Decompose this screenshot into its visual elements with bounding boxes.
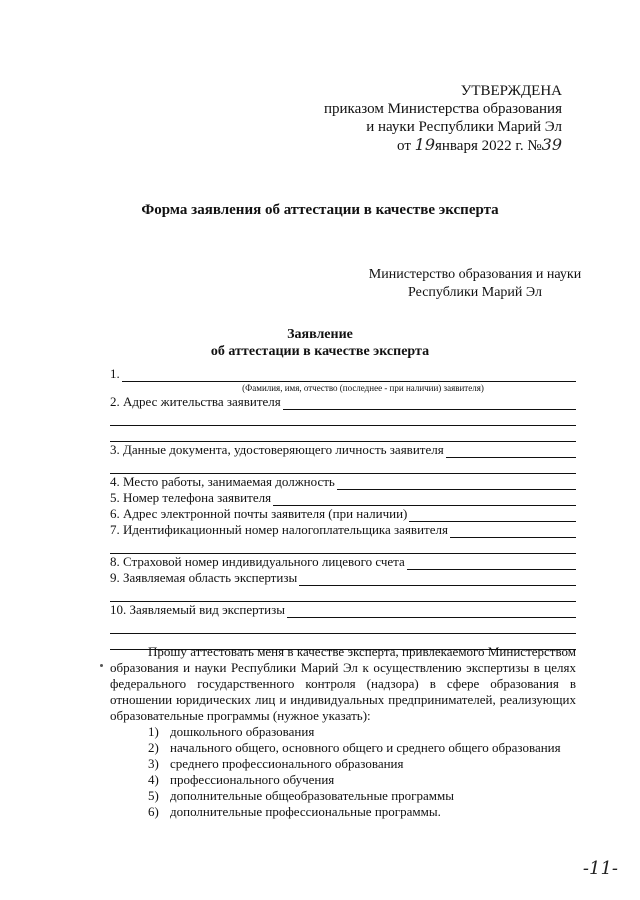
program-option-text: начального общего, основного общего и среднего общего образования xyxy=(170,740,561,755)
program-option-text: дополнительные общеобразовательные программы xyxy=(170,788,454,803)
program-option-number: 6) xyxy=(148,804,159,819)
approval-order-number: 39 xyxy=(541,135,562,154)
approval-date-day: 19 xyxy=(414,135,435,154)
field-inn-extra-line[interactable] xyxy=(110,538,576,554)
field-address-line[interactable] xyxy=(283,397,576,410)
field-inn-line[interactable] xyxy=(450,525,576,538)
program-option-number: 2) xyxy=(148,740,159,755)
program-option-number: 3) xyxy=(148,756,159,771)
recipient-block xyxy=(360,266,590,302)
field-id-document[interactable] xyxy=(110,442,576,458)
program-options-list xyxy=(110,724,576,820)
field-email-line[interactable] xyxy=(409,509,576,522)
field-id-document-extra-line[interactable] xyxy=(110,458,576,474)
field-full-name-label: 1. xyxy=(110,366,120,381)
field-phone-label: 5. Номер телефона заявителя xyxy=(110,490,272,505)
program-option-text: профессионального обучения xyxy=(170,772,335,787)
application-fields xyxy=(110,366,576,650)
page-number: -11- xyxy=(582,858,618,879)
program-option[interactable] xyxy=(148,756,576,772)
program-option-number: 5) xyxy=(148,788,159,803)
request-section xyxy=(110,644,576,820)
recipient-line-2: Республики Марий Эл xyxy=(408,285,542,300)
field-expertise-type-extra-line[interactable] xyxy=(110,618,576,634)
application-title xyxy=(0,326,640,360)
form-title: Форма заявления об аттестации в качестве эксперта xyxy=(141,202,499,218)
field-expertise-area-label: 9. Заявляемая область экспертизы xyxy=(110,570,298,585)
field-address-extra-line[interactable] xyxy=(110,426,576,442)
field-inn[interactable] xyxy=(110,522,576,538)
scan-speck xyxy=(100,664,103,667)
field-id-document-label: 3. Данные документа, удостоверяющего личность заявителя xyxy=(110,442,444,457)
application-title-line-1: Заявление xyxy=(287,327,353,342)
field-snils-label: 8. Страховой номер индивидуального лицевого счета xyxy=(110,554,405,569)
application-title-line-2: об аттестации в качестве эксперта xyxy=(210,344,430,359)
approval-stamp xyxy=(324,82,562,155)
field-expertise-area-extra-line[interactable] xyxy=(110,586,576,602)
field-workplace-line[interactable] xyxy=(337,477,576,490)
field-expertise-type-label: 10. Заявляемый вид экспертизы xyxy=(110,602,285,617)
program-option[interactable] xyxy=(148,788,576,804)
approval-heading: УТВЕРЖДЕНА xyxy=(460,83,562,99)
field-address[interactable] xyxy=(110,394,576,410)
field-expertise-area[interactable] xyxy=(110,570,576,586)
program-option-text: среднего профессионального образования xyxy=(170,756,404,771)
approval-order-line: приказом Министерства образования xyxy=(324,101,562,117)
field-phone[interactable] xyxy=(110,490,576,506)
field-id-document-line[interactable] xyxy=(446,445,576,458)
field-expertise-area-line[interactable] xyxy=(299,573,576,586)
program-option[interactable] xyxy=(148,772,576,788)
program-option[interactable] xyxy=(148,740,576,756)
field-email[interactable] xyxy=(110,506,576,522)
field-address-extra-line[interactable] xyxy=(110,410,576,426)
field-inn-label: 7. Идентификационный номер налогоплательщика заявителя xyxy=(110,522,448,537)
approval-date-rest: января 2022 г. № xyxy=(435,138,542,154)
program-option-text: дополнительные профессиональные программы. xyxy=(170,804,441,819)
field-expertise-type[interactable] xyxy=(110,602,576,618)
field-full-name[interactable] xyxy=(110,366,576,382)
field-workplace[interactable] xyxy=(110,474,576,490)
field-snils-line[interactable] xyxy=(407,557,576,570)
field-full-name-line[interactable] xyxy=(122,369,576,382)
request-paragraph: Прошу аттестовать меня в качестве эксперта, привлекаемого Министерством образования и науки Республики Марий Эл к осуществлению экспертизы в целях федерального государственного контроля (надзора) в сфере образования в отношении юридических лиц и индивидуальных предпринимателей, реализующих образовательные программы (нужное указать): xyxy=(110,644,576,723)
field-phone-line[interactable] xyxy=(273,493,576,506)
program-option[interactable] xyxy=(148,804,576,820)
field-snils[interactable] xyxy=(110,554,576,570)
recipient-line-1: Министерство образования и науки xyxy=(368,267,582,282)
field-address-label: 2. Адрес жительства заявителя xyxy=(110,394,281,409)
program-option-number: 4) xyxy=(148,772,159,787)
approval-ministry-line: и науки Республики Марий Эл xyxy=(366,119,562,135)
program-option[interactable] xyxy=(148,724,576,740)
program-option-number: 1) xyxy=(148,724,159,739)
program-option-text: дошкольного образования xyxy=(170,724,315,739)
field-full-name-caption: (Фамилия, имя, отчество (последнее - при наличии) заявителя) xyxy=(242,383,484,393)
field-expertise-type-line[interactable] xyxy=(287,605,576,618)
field-email-label: 6. Адрес электронной почты заявителя (при наличии) xyxy=(110,506,408,521)
field-workplace-label: 4. Место работы, занимаемая должность xyxy=(110,474,335,489)
approval-date-prefix: от xyxy=(397,138,411,154)
approval-date-line xyxy=(324,136,562,155)
